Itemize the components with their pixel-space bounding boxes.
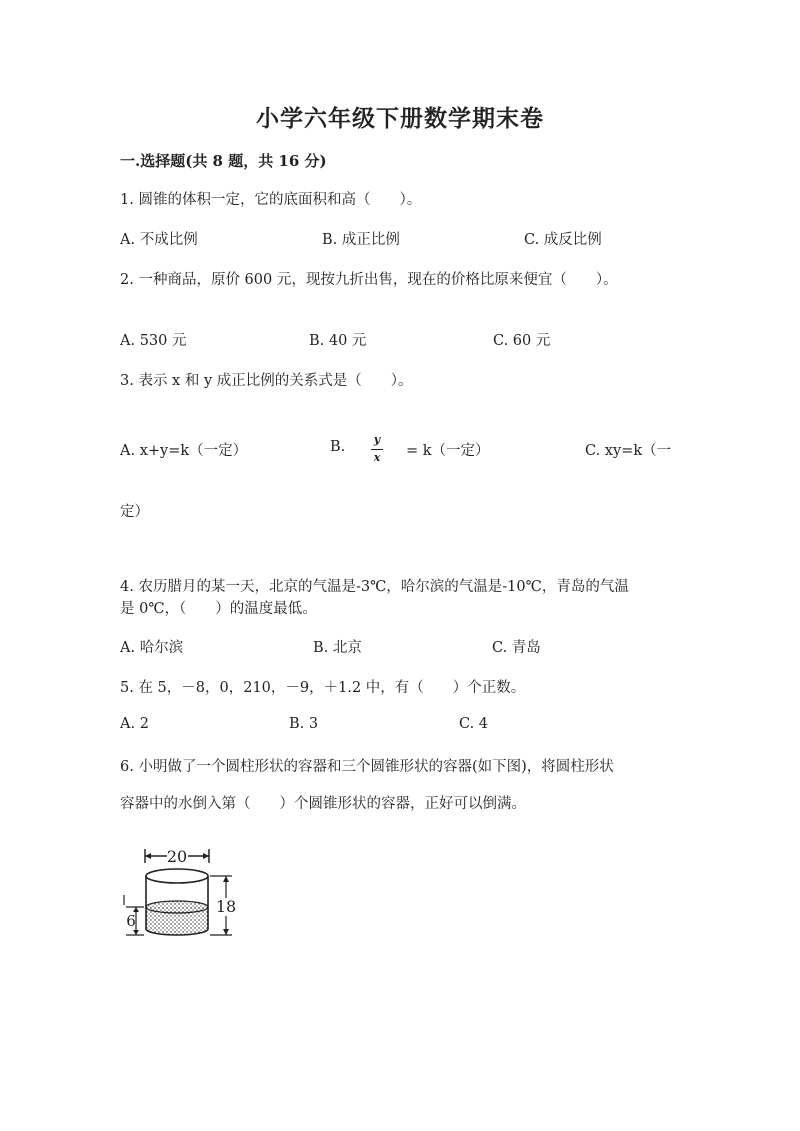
question-4-option-a: A. 哈尔滨 <box>120 640 184 656</box>
question-5-option-a: A. 2 <box>120 716 149 732</box>
fraction-denominator: x <box>373 451 381 464</box>
question-3-option-a: A. x+y=k（一定） <box>120 443 248 459</box>
question-4-stem-line2: 是 0℃，（ ）的温度最低。 <box>120 601 317 617</box>
diameter-label: 20 <box>166 847 188 866</box>
question-1-option-c: C. 成反比例 <box>524 232 602 248</box>
question-6-stem-line1: 6. 小明做了一个圆柱形状的容器和三个圆锥形状的容器(如下图)，将圆柱形状 <box>120 759 614 775</box>
question-5-stem: 5. 在 5，－8，0，210，－9，＋1.2 中，有（ ）个正数。 <box>120 680 526 696</box>
water-level-label: 6 <box>126 912 136 930</box>
question-2-option-b: B. 40 元 <box>309 333 367 349</box>
question-4-stem-line1: 4. 农历腊月的某一天，北京的气温是-3℃，哈尔滨的气温是-10℃，青岛的气温 <box>120 579 629 595</box>
question-3-stem: 3. 表示 x 和 y 成正比例的关系式是（ ）。 <box>120 373 413 389</box>
fraction-numerator: y <box>373 433 381 446</box>
question-3-option-c-wrap: 定） <box>120 504 149 520</box>
question-2-option-c: C. 60 元 <box>493 333 551 349</box>
section-heading: 一.选择题(共 8 题，共 16 分) <box>120 152 327 170</box>
question-2-option-a: A. 530 元 <box>120 333 187 349</box>
question-2-stem: 2. 一种商品，原价 600 元，现按九折出售，现在的价格比原来便宜（ ）。 <box>120 272 618 288</box>
page-title: 小学六年级下册数学期末卷 <box>256 105 544 132</box>
question-5-option-b: B. 3 <box>289 716 319 732</box>
question-3-option-b-label: B. <box>330 439 346 455</box>
question-5-option-c: C. 4 <box>459 716 489 732</box>
question-4-option-c: C. 青岛 <box>492 640 541 656</box>
question-3-option-b-rest: = k（一定） <box>406 443 490 459</box>
question-3-option-c: C. xy=k（一 <box>585 443 672 459</box>
question-1-option-a: A. 不成比例 <box>120 232 198 248</box>
question-6-stem-line2: 容器中的水倒入第（ ）个圆锥形状的容器，正好可以倒满。 <box>120 796 526 812</box>
question-1-option-b: B. 成正比例 <box>322 232 400 248</box>
fraction-bar <box>371 449 383 450</box>
cylinder-figure <box>122 843 242 953</box>
question-1-stem: 1. 圆锥的体积一定，它的底面积和高（ ）。 <box>120 192 422 208</box>
question-4-option-b: B. 北京 <box>313 640 362 656</box>
height-label: 18 <box>215 897 237 916</box>
